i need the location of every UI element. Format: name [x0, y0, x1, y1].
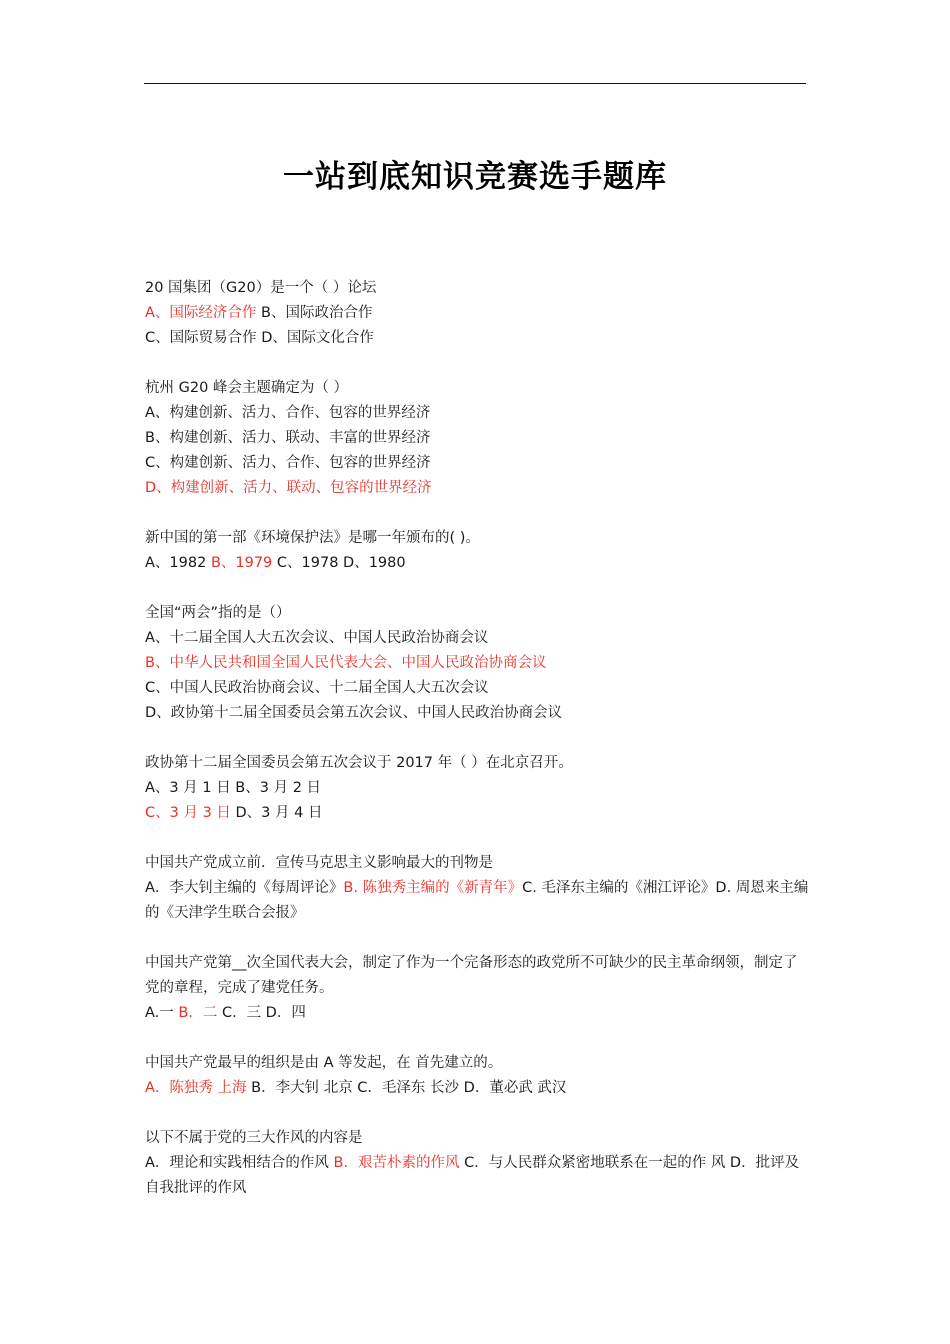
question-stem: 20 国集团（G20）是一个（ ）论坛: [145, 280, 377, 296]
options-line: [145, 1076, 810, 1101]
question-6: [145, 851, 810, 926]
option-text: C．三 D．四: [217, 1005, 306, 1021]
option-text: C. 毛泽东主编的《湘江评论》D. 周恩来主编的《天津学生联合会报》: [145, 880, 809, 921]
option-c: C、构建创新、活力、合作、包容的世界经济: [145, 455, 431, 471]
question-4: [145, 601, 810, 726]
correct-answer: A．陈独秀 上海: [145, 1080, 247, 1096]
correct-answer: B、1979: [210, 555, 277, 571]
question-7: [145, 951, 810, 1026]
option-b: B、构建创新、活力、联动、丰富的世界经济: [145, 430, 431, 446]
option-a: A、构建创新、活力、合作、包容的世界经济: [145, 405, 431, 421]
question-stem: 全国“两会”指的是（）: [145, 605, 291, 621]
option-text: A．理论和实践相结合的作风: [145, 1155, 334, 1171]
question-8: [145, 1051, 810, 1101]
option-text: B．李大钊 北京 C．毛泽东 长沙 D．董必武 武汉: [246, 1080, 567, 1096]
options-line: [145, 801, 810, 826]
question-1: [145, 276, 810, 351]
question-5: [145, 751, 810, 826]
question-stem: 新中国的第一部《环境保护法》是哪一年颁布的( )。: [145, 530, 480, 546]
option-text: A．李大钊主编的《每周评论》: [145, 880, 344, 896]
options-line: [145, 551, 810, 576]
question-2: [145, 376, 810, 501]
question-stem: 杭州 G20 峰会主题确定为（ ）: [145, 380, 349, 396]
option-text: B、国际政治合作: [256, 305, 373, 321]
option-text: A、1982: [145, 555, 211, 571]
question-stem: 以下不属于党的三大作风的内容是: [145, 1130, 363, 1146]
correct-answer: D、构建创新、活力、联动、包容的世界经济: [145, 480, 432, 496]
question-3: [145, 526, 810, 576]
option-text: C、1978 D、1980: [276, 555, 406, 571]
header-rule: [144, 83, 806, 84]
option-c: C、中国人民政治协商会议、十二届全国人大五次会议: [145, 680, 489, 696]
question-stem: 中国共产党最早的组织是由 A 等发起，在 首先建立的。: [145, 1055, 503, 1071]
options-line: [145, 1151, 810, 1201]
question-stem: 中国共产党第__次全国代表大会，制定了作为一个完备形态的政党所不可缺少的民主革命纲领，制定了党的章程，完成了建党任务。: [145, 955, 798, 996]
options-line: C、国际贸易合作 D、国际文化合作: [145, 330, 374, 346]
correct-answer: B．二: [178, 1005, 218, 1021]
option-a: A、十二届全国人大五次会议、中国人民政治协商会议: [145, 630, 489, 646]
correct-answer: B．艰苦朴素的作风: [333, 1155, 460, 1171]
option-text: A.一: [145, 1005, 179, 1021]
option-text: C．与人民群众紧密地联系在一起的作 风 D．批评及自我批评的作风: [145, 1155, 800, 1196]
correct-answer: C、3 月 3 日: [145, 805, 231, 821]
question-stem: 政协第十二届全国委员会第五次会议于 2017 年（ ）在北京召开。: [145, 755, 573, 771]
question-list: [145, 276, 810, 1226]
options-line: [145, 301, 810, 326]
correct-answer: B. 陈独秀主编的《新青年》: [343, 880, 523, 896]
correct-answer: B、中华人民共和国全国人民代表大会、中国人民政治协商会议: [145, 655, 547, 671]
options-line: [145, 876, 810, 926]
correct-answer: A、国际经济合作: [145, 305, 257, 321]
options-line: [145, 1001, 810, 1026]
option-d: D、政协第十二届全国委员会第五次会议、中国人民政治协商会议: [145, 705, 563, 721]
question-9: [145, 1126, 810, 1201]
option-text: D、3 月 4 日: [230, 805, 323, 821]
question-stem: 中国共产党成立前．宣传马克思主义影响最大的刊物是: [145, 855, 493, 871]
document-title: 一站到底知识竞赛选手题库: [283, 159, 667, 195]
options-line: A、3 月 1 日 B、3 月 2 日: [145, 780, 322, 796]
